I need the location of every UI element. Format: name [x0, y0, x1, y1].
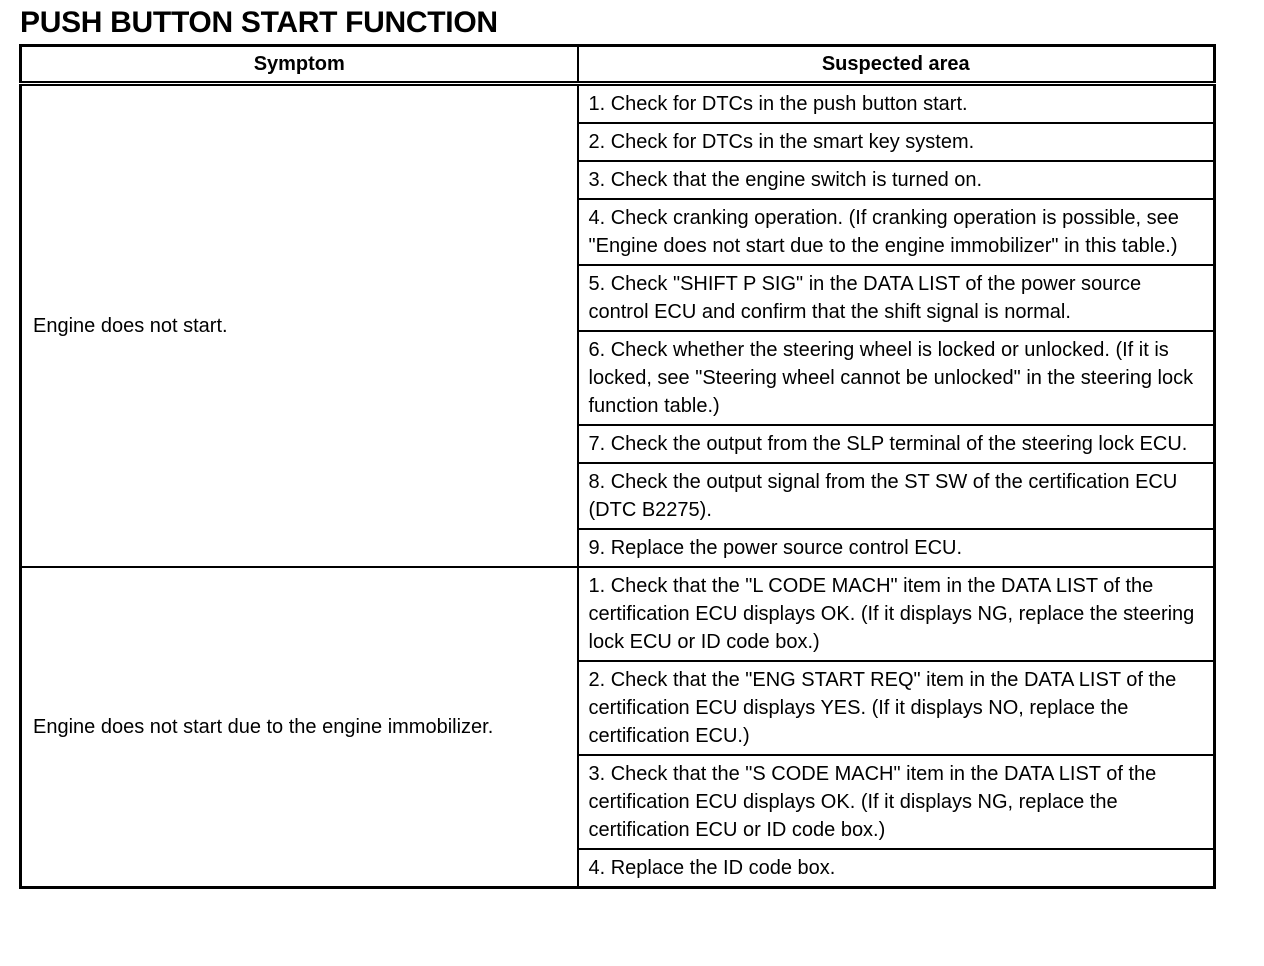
- suspected-area-cell: 8. Check the output signal from the ST SW of the certification ECU (DTC B2275).: [578, 463, 1215, 529]
- suspected-area-cell: 3. Check that the "S CODE MACH" item in the DATA LIST of the certification ECU displays OK. (If it displays NG, replace the certification ECU or ID code box.): [578, 755, 1215, 849]
- symptom-table: [19, 44, 1216, 889]
- table-header-row: [21, 46, 1215, 84]
- page-title: PUSH BUTTON START FUNCTION: [20, 6, 498, 39]
- suspected-area-cell: 4. Replace the ID code box.: [578, 849, 1215, 888]
- suspected-area-cell: 7. Check the output from the SLP terminal of the steering lock ECU.: [578, 425, 1215, 463]
- suspected-area-cell: 2. Check for DTCs in the smart key system.: [578, 123, 1215, 161]
- suspected-area-cell: 4. Check cranking operation. (If cranking operation is possible, see "Engine does not start due to the engine immobilizer" in this table.): [578, 199, 1215, 265]
- suspected-area-cell: 2. Check that the "ENG START REQ" item in the DATA LIST of the certification ECU displays YES. (If it displays NO, replace the certification ECU.): [578, 661, 1215, 755]
- suspected-area-cell: 9. Replace the power source control ECU.: [578, 529, 1215, 567]
- symptom-cell: Engine does not start due to the engine immobilizer.: [21, 567, 578, 888]
- symptom-cell: Engine does not start.: [21, 84, 578, 568]
- suspected-area-cell: 1. Check for DTCs in the push button start.: [578, 84, 1215, 124]
- suspected-area-cell: 5. Check "SHIFT P SIG" in the DATA LIST of the power source control ECU and confirm that the shift signal is normal.: [578, 265, 1215, 331]
- suspected-area-cell: 1. Check that the "L CODE MACH" item in the DATA LIST of the certification ECU displays OK. (If it displays NG, replace the steering lock ECU or ID code box.): [578, 567, 1215, 661]
- suspected-area-cell: 6. Check whether the steering wheel is locked or unlocked. (If it is locked, see "Steering wheel cannot be unlocked" in the steering lock function table.): [578, 331, 1215, 425]
- suspected-area-column-header: Suspected area: [578, 46, 1215, 84]
- symptom-column-header: Symptom: [21, 46, 578, 84]
- table-row: [21, 567, 1215, 661]
- table-row: [21, 84, 1215, 124]
- suspected-area-cell: 3. Check that the engine switch is turned on.: [578, 161, 1215, 199]
